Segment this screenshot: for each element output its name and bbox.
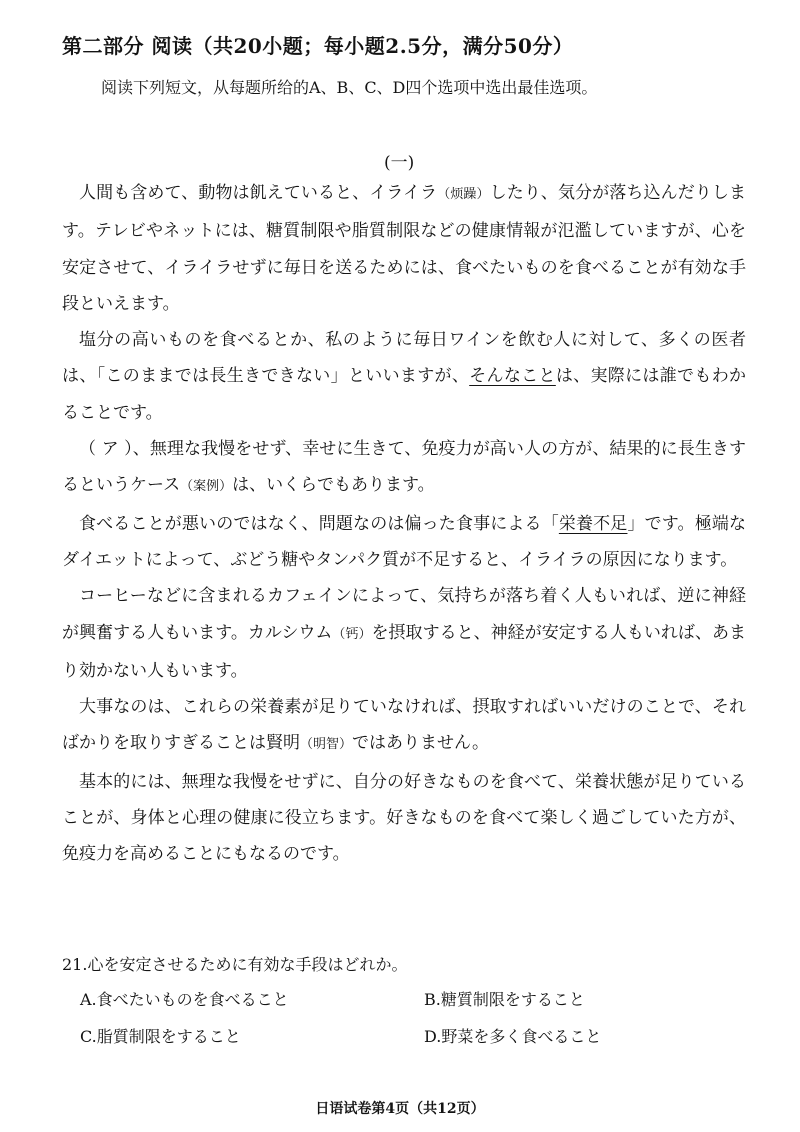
passage-paragraph-2 (62, 322, 746, 431)
passage-paragraph-4 (62, 506, 746, 579)
paragraph-text: （ ア ）、無理な我慢をせず、幸せに生きて、免疫力が高い人の方が、結果的に長生きするというケース (62, 439, 746, 496)
paragraph-text: 人間も含めて、動物は飢えていると、イライラ (79, 183, 438, 203)
translation-note: （钙） (332, 626, 372, 642)
question-21-option-c: C.脂質制限をすること (80, 1027, 241, 1046)
passage-paragraph-6 (62, 689, 746, 764)
question-21-option-d: D.野菜を多く食べること (424, 1027, 602, 1046)
underlined-phrase: そんなこと (469, 366, 556, 387)
section-title: 第二部分 阅读（共20小题；每小题2.5分，满分50分） (62, 34, 574, 58)
passage-number: (一) (384, 153, 415, 173)
paragraph-text: したり、気分が落ち込んだりします。テレビやネットには、糖質制限や脂質制限などの健康情報が氾濫していますが、心を安定させて、イライラせずに毎日を送るためには、食べたいものを食べることが有効な手段といえます。 (62, 183, 746, 314)
paragraph-text: 」です。極端なダイエットによって、ぶどう糖やタンパク質が不足すると、イライラの原因になります。 (62, 513, 747, 570)
paragraph-text: 塩分の高いものを食べるとか、私のように毎日ワインを飲む人に対して、多くの医者は、「このままでは長生きできない」といいますが、 (62, 330, 746, 387)
paragraph-text: を摂取すると、神経が安定する人もいれば、あまり効かない人もいます。 (62, 622, 746, 681)
passage-paragraph-1 (62, 175, 746, 322)
paragraph-text: は、いくらでもあります。 (232, 475, 435, 496)
question-21-option-a: A.食べたいものを食べること (80, 990, 289, 1009)
paragraph-text: 食べることが悪いのではなく、問題なのは偏った食事による「 (79, 513, 559, 534)
underlined-phrase: 栄養不足 (558, 513, 628, 534)
question-21-stem: 21.心を安定させるために有効な手段はどれか。 (62, 955, 408, 974)
paragraph-text: は、実際には誰でもわかることです。 (62, 366, 747, 423)
question-21-option-b: B.糖質制限をすること (424, 990, 585, 1009)
reading-passage (62, 175, 746, 873)
passage-paragraph-3 (62, 431, 746, 506)
reading-instruction: 阅读下列短文，从每题所给的A、B、C、D四个选项中选出最佳选项。 (101, 78, 598, 97)
paragraph-text: ではありません。 (352, 733, 490, 754)
passage-paragraph-7: 基本的には、無理な我慢をせずに、自分の好きなものを食べて、栄養状態が足りていることが、身体と心理の健康に役立ちます。好きなものを食べて楽しく過ごしていた方が、免疫力を高めることにもなるのです。 (62, 771, 746, 865)
translation-note: （案例） (180, 479, 233, 495)
paragraph-text: 大事なのは、これらの栄養素が足りていなければ、摂取すればいいだけのことで、そればかりを取りすぎることは賢明 (62, 697, 746, 754)
paragraph-text: コーヒーなどに含まれるカフェインによって、気持ちが落ち着く人もいれば、逆に神経が興奮する人もいます。カルシウム (62, 586, 746, 643)
translation-note: （烦躁） (437, 187, 490, 202)
translation-note: （明智） (300, 737, 353, 753)
page-footer: 日语试卷第4页（共12页） (315, 1101, 485, 1117)
passage-paragraph-5 (62, 578, 746, 689)
